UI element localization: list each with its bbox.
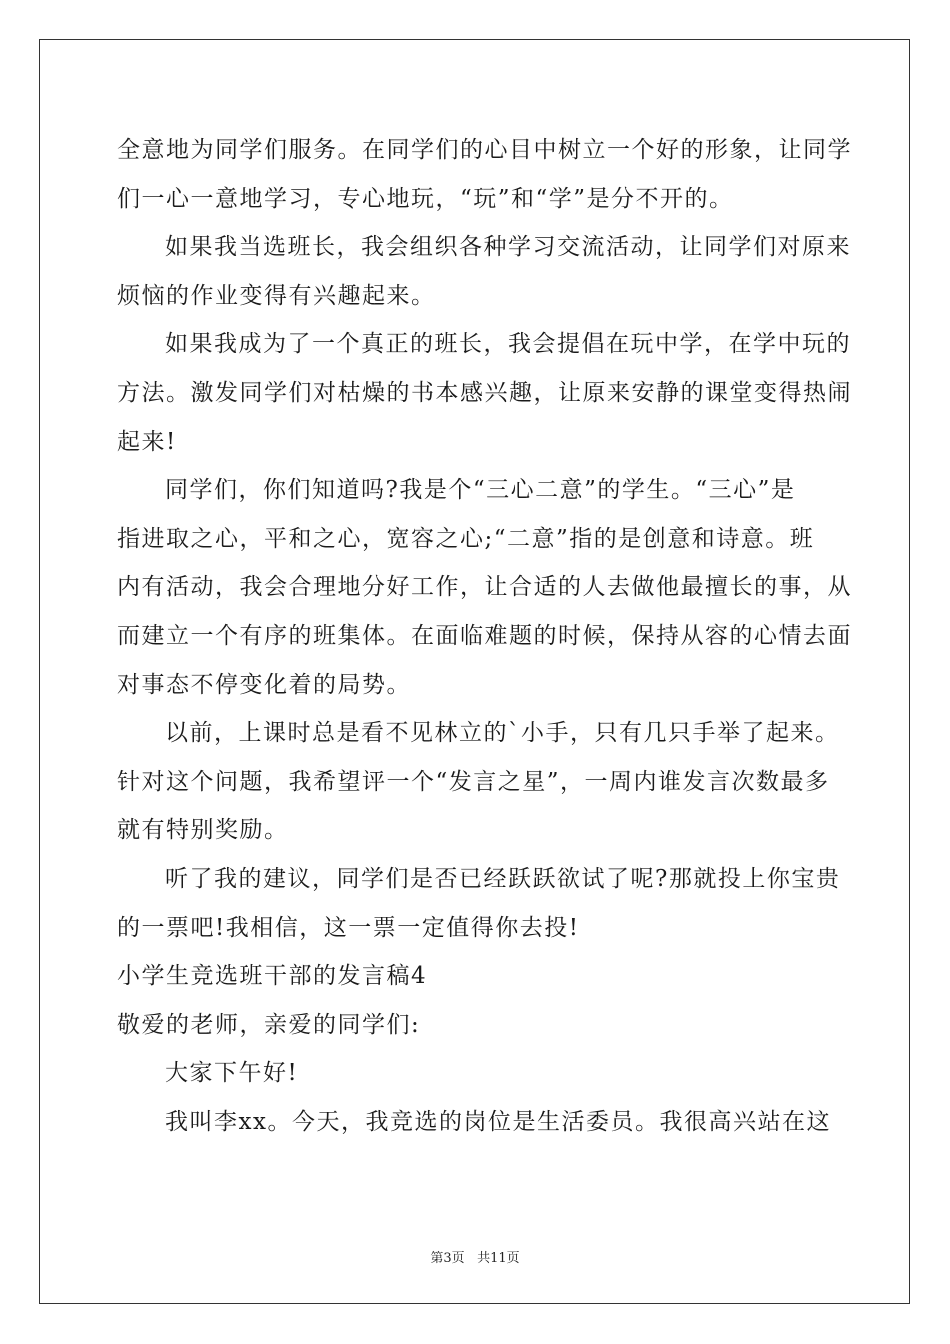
salutation: 敬爱的老师，亲爱的同学们:	[117, 1011, 421, 1038]
page-footer	[0, 1247, 950, 1266]
text-line: 烦恼的作业变得有兴趣起来。	[117, 282, 436, 309]
text-line: 我叫李xx。今天，我竞选的岗位是生活委员。我很高兴站在这	[165, 1108, 831, 1135]
text-line: 听了我的建议，同学们是否已经跃跃欲试了呢?那就投上你宝贵	[165, 865, 841, 892]
text-line: 的一票吧!我相信，这一票一定值得你去投!	[117, 914, 580, 941]
text-line: 如果我成为了一个真正的班长，我会提倡在玩中学，在学中玩的	[165, 331, 851, 358]
text-line: 方法。激发同学们对枯燥的书本感兴趣，让原来安静的课堂变得热闹	[117, 379, 852, 406]
text-line: 而建立一个有序的班集体。在面临难题的时候，保持从容的心情去面	[117, 622, 852, 649]
text-line: 如果我当选班长，我会组织各种学习交流活动，让同学们对原来	[165, 234, 851, 261]
greeting: 大家下午好!	[165, 1060, 299, 1087]
text-line: 同学们，你们知道吗?我是个“三心二意”的学生。“三心”是	[165, 477, 796, 504]
text-line: 全意地为同学们服务。在同学们的心目中树立一个好的形象，让同学	[117, 137, 852, 163]
text-line: 们一心一意地学习，专心地玩，“玩”和“学”是分不开的。	[117, 185, 734, 212]
text-line: 以前，上课时总是看不见林立的`小手，只有几只手举了起来。	[165, 720, 840, 747]
page-number: 第3页	[430, 1251, 465, 1266]
text-line: 就有特别奖励。	[117, 817, 289, 844]
text-line: 针对这个问题，我希望评一个“发言之星”，一周内谁发言次数最多	[117, 768, 830, 795]
text-line: 对事态不停变化着的局势。	[117, 671, 411, 698]
text-line: 指进取之心，平和之心，宽容之心;“二意”指的是创意和诗意。班	[117, 525, 815, 552]
text-line: 内有活动，我会合理地分好工作，让合适的人去做他最擅长的事，从	[117, 574, 852, 601]
page-total: 共11页	[477, 1251, 520, 1266]
document-body	[117, 126, 852, 1146]
text-line: 起来!	[117, 428, 177, 455]
section-heading: 小学生竞选班干部的发言稿4	[117, 963, 428, 990]
